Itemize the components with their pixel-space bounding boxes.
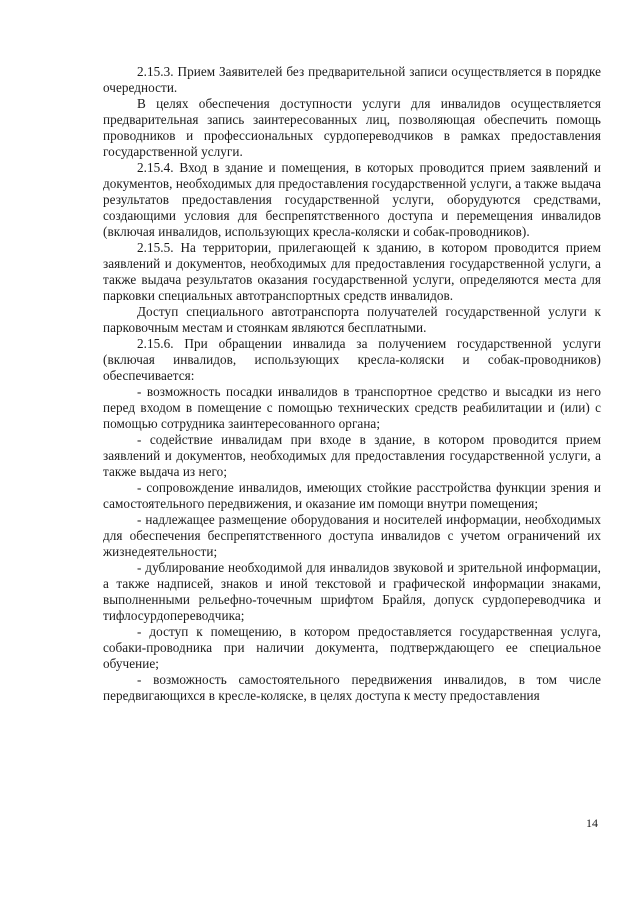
list-item-equipment-placement: - надлежащее размещение оборудования и носителей информации, необходимых для обеспечения беспрепятственного доступа инвалидов с учетом ограничений их жизнедеятельности;	[103, 512, 601, 559]
paragraph-preregistration: В целях обеспечения доступности услуги для инвалидов осуществляется предварительная запись заинтересованных лиц, позволяющая обеспечить помощь проводников и профессиональных сурдопереводчиков в рамках предоставления государственной услуги.	[103, 96, 601, 159]
paragraph-parking-access: Доступ специального автотранспорта получателей государственной услуги к парковочным местам и стоянкам являются бесплатными.	[103, 304, 601, 335]
list-item-boarding: - возможность посадки инвалидов в транспортное средство и высадки из него перед входом в помещение с помощью технических средств реабилитации и (или) с помощью сотрудника заинтересованного органа;	[103, 384, 601, 431]
list-item-duplication: - дублирование необходимой для инвалидов звуковой и зрительной информации, а также надписей, знаков и иной текстовой и графической информации знаками, выполненными рельефно-точечным шрифтом Брайля, допуск сурдопереводчика и тифлосурдопереводчика;	[103, 560, 601, 623]
list-item-independent-movement: - возможность самостоятельного передвижения инвалидов, в том числе передвигающихся в кресле-коляске, в целях доступа к месту предоставления	[103, 672, 601, 703]
paragraph-2-15-6: 2.15.6. При обращении инвалида за получением государственной услуги (включая инвалидов, использующих кресла-коляски и собак-проводников) обеспечивается:	[103, 336, 601, 383]
document-page	[103, 64, 601, 704]
paragraph-2-15-5: 2.15.5. На территории, прилегающей к зданию, в котором проводится прием заявлений и документов, необходимых для предоставления государственной услуги, а также выдача результатов оказания государственной услуги, определяются места для парковки специальных автотранспортных средств инвалидов.	[103, 240, 601, 303]
list-item-entry-assistance: - содействие инвалидам при входе в здание, в котором проводится прием заявлений и документов, необходимых для предоставления государственной услуги, а также выдача из него;	[103, 432, 601, 479]
paragraph-2-15-3: 2.15.3. Прием Заявителей без предварительной записи осуществляется в порядке очередности.	[103, 64, 601, 95]
paragraph-2-15-4: 2.15.4. Вход в здание и помещения, в которых проводится прием заявлений и документов, необходимых для предоставления государственной услуги, а также выдача результатов предоставления государственной услуги, оборудуются средствами, создающими условия для беспрепятственного доступа и перемещения инвалидов (включая инвалидов, использующих кресла-коляски и собак-проводников).	[103, 160, 601, 239]
list-item-guide-dog: - доступ к помещению, в котором предоставляется государственная услуга, собаки-проводника при наличии документа, подтверждающего ее специальное обучение;	[103, 624, 601, 671]
page-number: 14	[586, 816, 598, 830]
list-item-escort: - сопровождение инвалидов, имеющих стойкие расстройства функции зрения и самостоятельного передвижения, и оказание им помощи внутри помещения;	[103, 480, 601, 511]
